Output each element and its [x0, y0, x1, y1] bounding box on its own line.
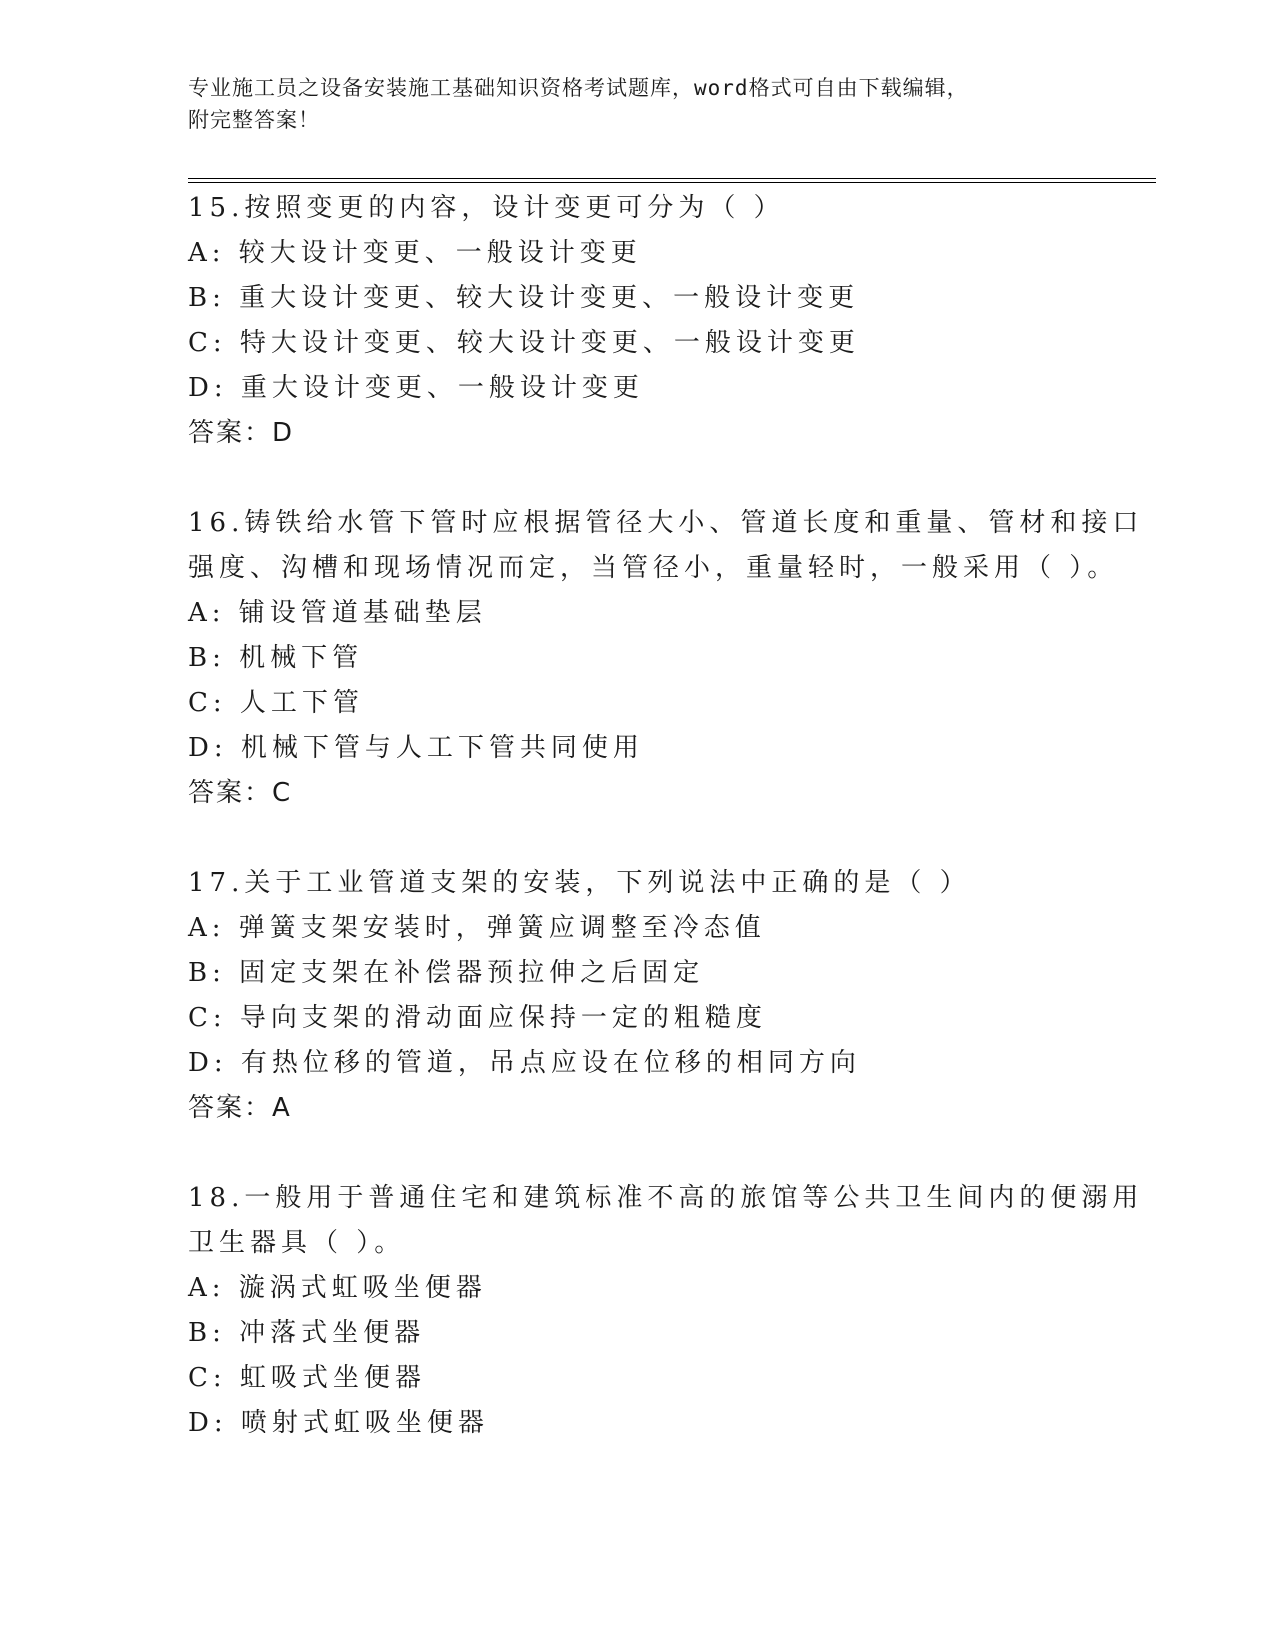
option-b: B: 机械下管: [188, 643, 364, 673]
page-header: [188, 72, 1068, 136]
option-b: B: 固定支架在补偿器预拉伸之后固定: [188, 958, 705, 988]
option-c: C: 人工下管: [188, 688, 364, 718]
question-16: [188, 501, 1144, 816]
question-stem: 18.一般用于普通住宅和建筑标准不高的旅馆等公共卫生间内的便溺用: [188, 1183, 1144, 1213]
option-c: C: 虹吸式坐便器: [188, 1363, 426, 1393]
question-18: [188, 1176, 1144, 1446]
option-a: A: 铺设管道基础垫层: [188, 598, 487, 628]
option-b: B: 冲落式坐便器: [188, 1318, 426, 1348]
question-list: [188, 186, 1144, 1491]
question-stem: 17.关于工业管道支架的安装，下列说法中正确的是（ ）: [188, 868, 971, 898]
header-divider-bottom: [188, 182, 1156, 183]
option-a: A: 漩涡式虹吸坐便器: [188, 1273, 487, 1303]
option-a: A: 弹簧支架安装时，弹簧应调整至冷态值: [188, 913, 766, 943]
question-stem: 16.铸铁给水管下管时应根据管径大小、管道长度和重量、管材和接口: [188, 508, 1144, 538]
header-line-1: 专业施工员之设备安装施工基础知识资格考试题库，word格式可自由下载编辑，: [188, 76, 969, 100]
answer-line: 答案：A: [188, 1093, 292, 1123]
question-15: [188, 186, 1088, 456]
question-stem: 15.按照变更的内容，设计变更可分为（ ）: [188, 193, 785, 223]
option-c: C: 导向支架的滑动面应保持一定的粗糙度: [188, 1003, 767, 1033]
header-line-2: 附完整答案！: [188, 108, 320, 132]
header-divider-top: [188, 178, 1156, 179]
option-d: D: 重大设计变更、一般设计变更: [188, 373, 644, 403]
option-d: D: 喷射式虹吸坐便器: [188, 1408, 489, 1438]
option-d: D: 机械下管与人工下管共同使用: [188, 733, 644, 763]
option-a: A: 较大设计变更、一般设计变更: [188, 238, 642, 268]
answer-line: 答案：D: [188, 418, 295, 448]
question-17: [188, 861, 1088, 1131]
option-c: C: 特大设计变更、较大设计变更、一般设计变更: [188, 328, 860, 358]
answer-line: 答案：C: [188, 778, 293, 808]
question-stem-continued: 强度、沟槽和现场情况而定，当管径小，重量轻时，一般采用（ ）。: [188, 553, 1119, 583]
option-d: D: 有热位移的管道，吊点应设在位移的相同方向: [188, 1048, 861, 1078]
option-b: B: 重大设计变更、较大设计变更、一般设计变更: [188, 283, 860, 313]
question-stem-continued: 卫生器具（ ）。: [188, 1228, 406, 1258]
